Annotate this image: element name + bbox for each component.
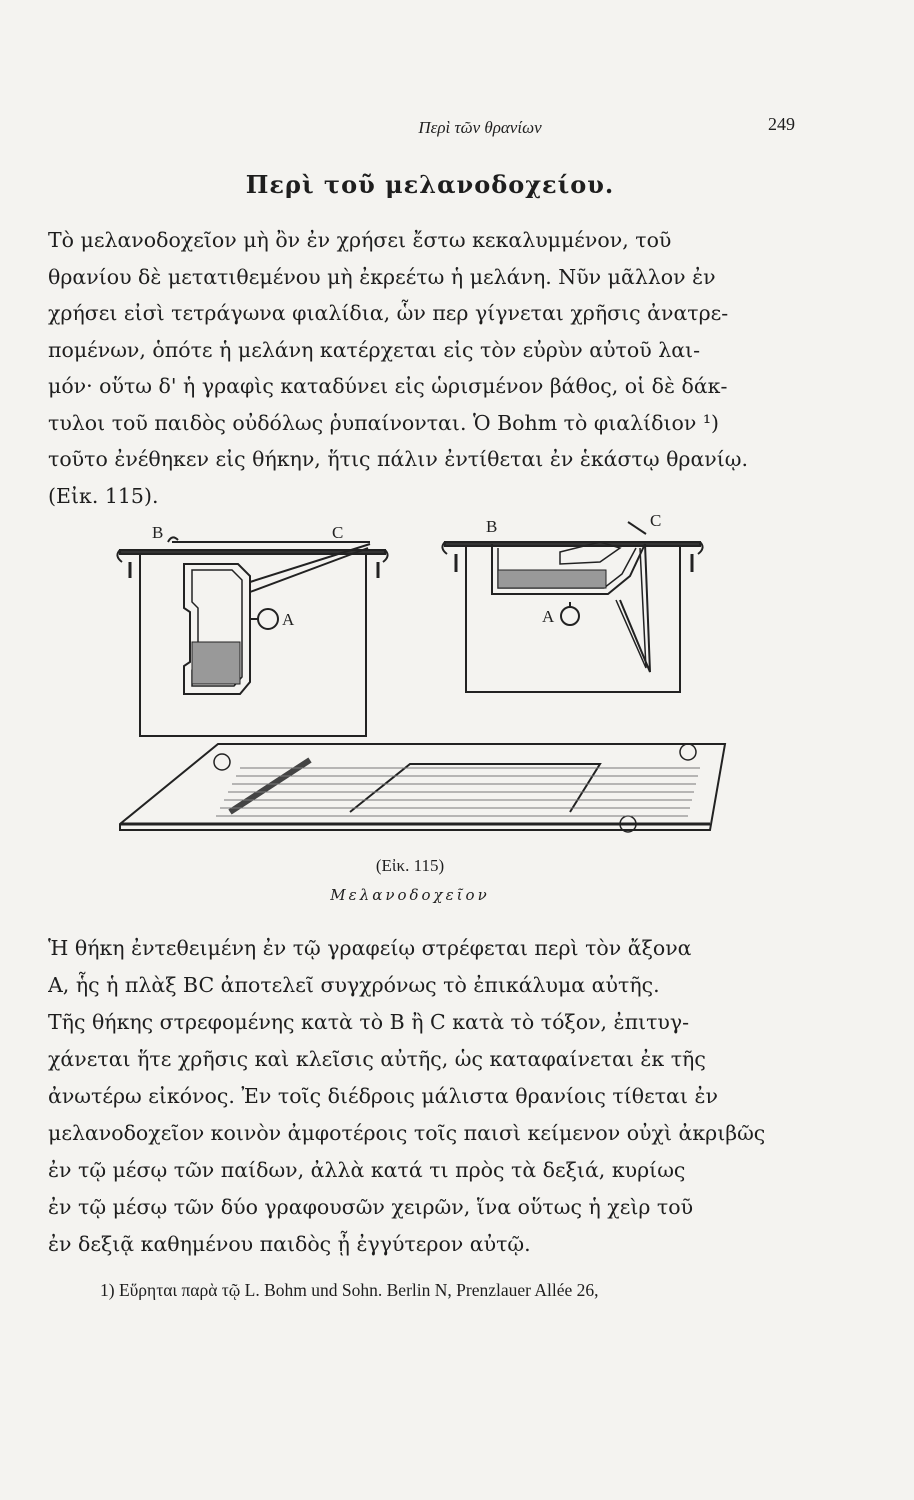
text-line: τυλοι τοῦ παιδὸς οὐδόλως ῥυπαίνονται. Ὁ Bohm τὸ φιαλίδιον ¹) (48, 410, 720, 435)
text-line: πομένων, ὁπότε ἡ μελάνη κατέρχεται εἰς τὸν εὐρὺν αὐτοῦ λαι- (48, 337, 701, 362)
right-section-diagram (442, 522, 702, 692)
text-line: ἐν τῷ μέσῳ τῶν παίδων, ἀλλὰ κατά τι πρὸς τὰ δεξιά, κυρίως (48, 1158, 686, 1182)
text-line: μελανοδοχεῖον κοινὸν ἀμφοτέροις τοῖς παισὶ κείμενον οὐχὶ ἀκριβῶς (48, 1121, 766, 1145)
section-title: Περὶ τοῦ μελανοδοχείου. (245, 170, 615, 199)
page-number: 249 (768, 114, 795, 134)
figure-caption-title: Μελανοδοχεῖον (330, 886, 490, 904)
text-line: Τὸ μελανοδοχεῖον μὴ ὂν ἐν χρήσει ἔστω κεκαλυμμένον, τοῦ (48, 228, 672, 252)
text-line: (Εἰκ. 115). (48, 483, 159, 508)
text-line: ἐν τῷ μέσῳ τῶν δύο γραφουσῶν χειρῶν, ἵνα οὕτως ἡ χεὶρ τοῦ (48, 1195, 694, 1219)
label-c-left: C (332, 523, 344, 542)
paragraph-1 (48, 222, 796, 514)
desk-plank-drawing (120, 744, 725, 832)
text-line: τοῦτο ἐνέθηκεν εἰς θήκην, ἥτις πάλιν ἐντίθεται ἐν ἑκάστῳ θρανίῳ. (48, 447, 749, 471)
text-line: χάνεται ἥτε χρῆσις καὶ κλεῖσις αὐτῆς, ὡς καταφαίνεται ἐκ τῆς (48, 1047, 706, 1071)
paragraph-2 (48, 930, 796, 1263)
running-head: Περὶ τῶν θρανίων (418, 118, 542, 137)
text-line: Α, ἧς ἡ πλὰξ BC ἀποτελεῖ συγχρόνως τὸ ἐπικάλυμα αὐτῆς. (48, 973, 660, 997)
inkwell-figure (100, 512, 740, 842)
text-line: Τῆς θήκης στρεφομένης κατὰ τὸ B ἢ C κατὰ τὸ τόξον, ἐπιτυγ- (48, 1010, 690, 1034)
label-a-right: A (542, 607, 555, 626)
figure-caption-number: (Εἰκ. 115) (375, 856, 445, 875)
text-line: μόν· οὕτω δ' ἡ γραφὶς καταδύνει εἰς ὡρισμένον βάθος, οἱ δὲ δάκ- (48, 374, 728, 398)
label-c-right: C (650, 512, 662, 530)
label-a-left: A (282, 610, 295, 629)
text-line: θρανίου δὲ μετατιθεμένου μὴ ἐκρεέτω ἡ μελάνη. Νῦν μᾶλλον ἐν (48, 264, 716, 289)
label-b-right: B (486, 517, 498, 536)
label-b-left: B (152, 523, 164, 542)
text-line: ἐν δεξιᾷ καθημένου παιδὸς ᾖ ἐγγύτερον αὐτῷ. (48, 1232, 531, 1256)
text-line: Ἡ θήκη ἐντεθειμένη ἐν τῷ γραφείῳ στρέφεται περὶ τὸν ἄξονα (48, 936, 692, 960)
footnote: 1) Εὕρηται παρὰ τῷ L. Bohm und Sohn. Berlin N, Prenzlauer Allée 26, (100, 1280, 599, 1300)
text-line: χρήσει εἰσὶ τετράγωνα φιαλίδια, ὧν περ γίγνεται χρῆσις ἀνατρε- (48, 301, 729, 325)
left-section-diagram (117, 537, 387, 736)
text-line: ἀνωτέρω εἰκόνος. Ἐν τοῖς διέδροις μάλιστα θρανίοις τίθεται ἐν (48, 1084, 718, 1108)
